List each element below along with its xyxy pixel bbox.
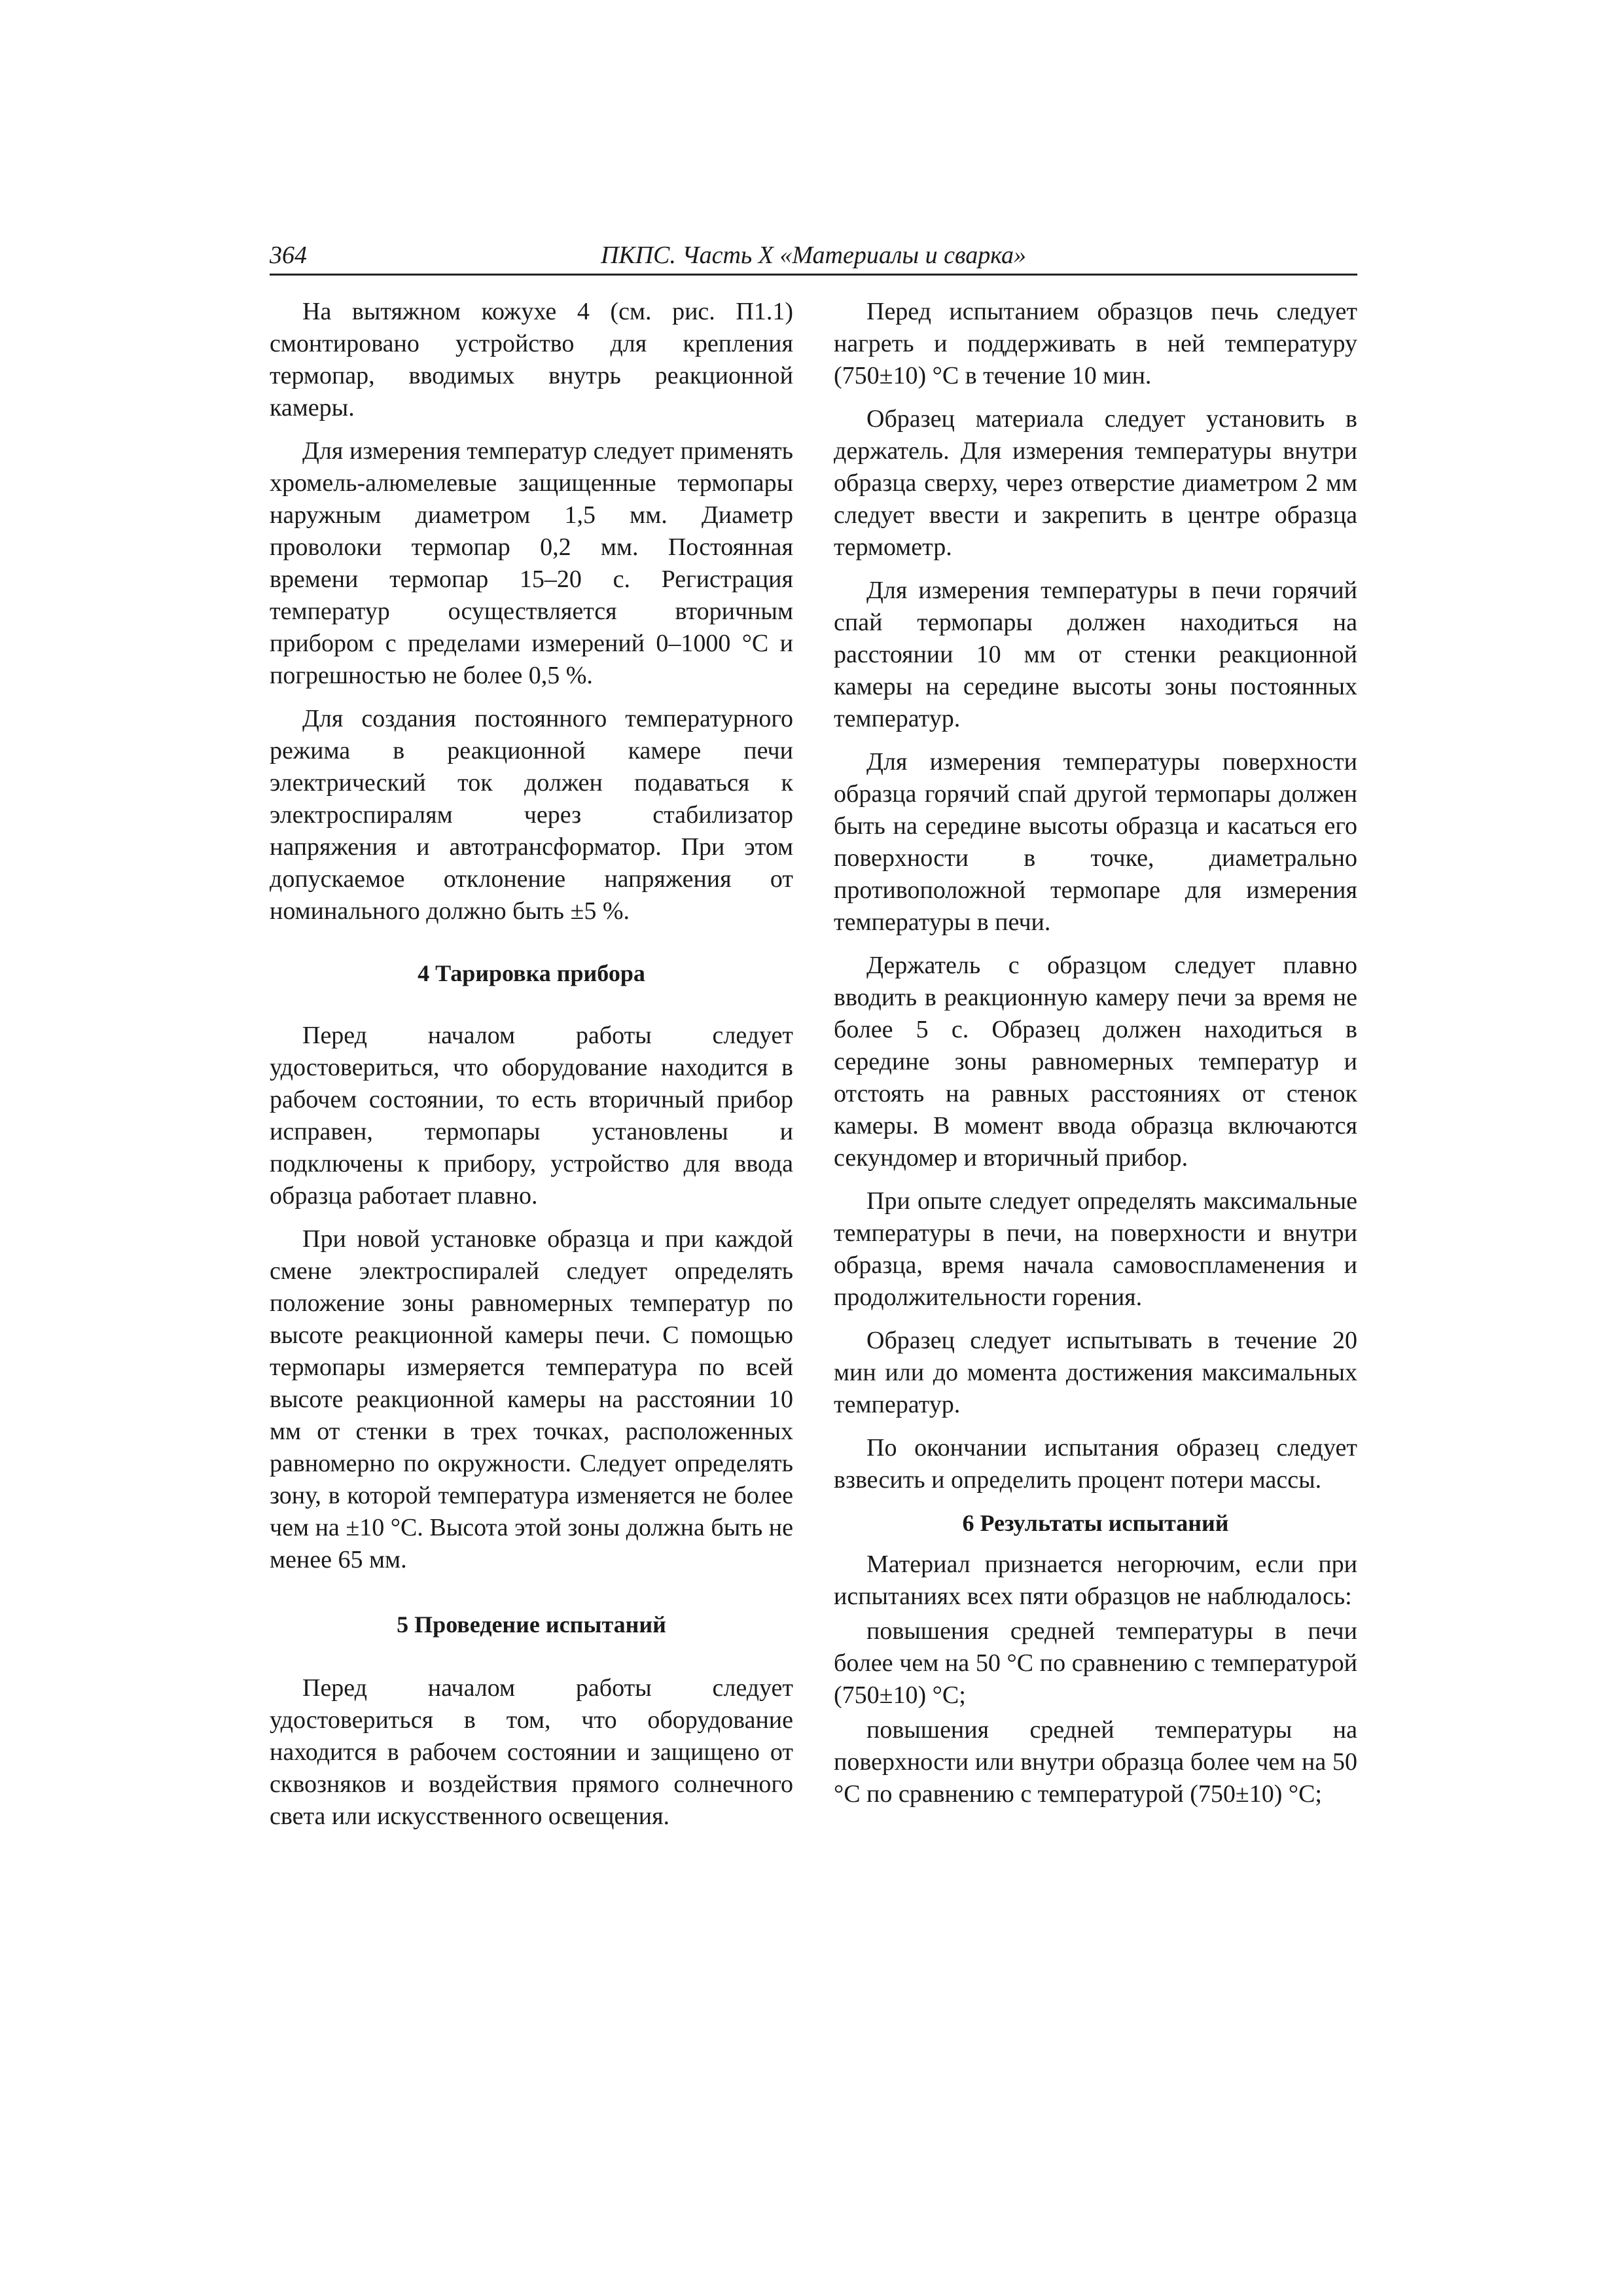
- paragraph: Образец материала следует установить в держатель. Для измерения температуры внутри образца сверху, через отверстие диаметром 2 мм следует ввести и закрепить в центре образца термометр.: [834, 405, 1357, 561]
- paragraph: При опыте следует определять максимальные температуры в печи, на поверхности и внутри образца, время начала самовоспламенения и продолжительности горения.: [834, 1187, 1357, 1311]
- paragraph: На вытяжном кожухе 4 (см. рис. П1.1) смонтировано устройство для крепления термопар, вводимых внутрь реакционной камеры.: [270, 298, 793, 422]
- page-number: 364: [270, 242, 307, 269]
- section-heading-4: 4 Тарировка прибора: [418, 960, 645, 986]
- right-column: [834, 296, 1357, 1813]
- running-title: ПКПС. Часть X «Материалы и сварка»: [600, 242, 1027, 269]
- page-header: [270, 240, 1357, 276]
- paragraph: Для создания постоянного температурного режима в реакционной камере печи электрический ток должен подаваться к электроспиралям через стабилизатор напряжения и автотрансформатор. При этом допускаемое отклонение напряжения от номинального должно быть ±5 %.: [270, 705, 793, 925]
- list-item: повышения средней температуры на поверхности или внутри образца более чем на 50 °С по сравнению с температурой (750±10) °С;: [834, 1716, 1357, 1808]
- paragraph: По окончании испытания образец следует взвесить и определить процент потери массы.: [834, 1434, 1357, 1494]
- paragraph: Держатель с образцом следует плавно вводить в реакционную камеру печи за время не более 5 с. Образец должен находиться в середине зоны равномерных температур и отстоять на равных расстояниях от стенок камеры. В момент ввода образца включаются секундомер и вторичный прибор.: [834, 952, 1357, 1172]
- left-column: [270, 296, 793, 1844]
- section-heading-5: 5 Проведение испытаний: [397, 1611, 666, 1638]
- paragraph: Образец следует испытывать в течение 20 мин или до момента достижения максимальных температур.: [834, 1327, 1357, 1418]
- paragraph: Для измерения температуры в печи горячий спай термопары должен находиться на расстоянии 10 мм от стенки реакционной камеры на середине высоты зоны постоянных температур.: [834, 577, 1357, 732]
- paragraph: Материал признается негорючим, если при испытаниях всех пяти образцов не наблюдалось:: [834, 1551, 1357, 1610]
- paragraph: Перед началом работы следует удостовериться, что оборудование находится в рабочем состоянии, то есть вторичный прибор исправен, термопары установлены и подключены к прибору, устройство для ввода образца работает плавно.: [270, 1022, 793, 1210]
- section-heading-6: 6 Результаты испытаний: [962, 1510, 1229, 1536]
- paragraph: Перед началом работы следует удостовериться в том, что оборудование находится в рабочем состоянии и защищено от сквозняков и воздействия прямого солнечного света или искусственного освещения.: [270, 1674, 793, 1830]
- paragraph: Для измерения температур следует применять хромель-алюмелевые защищенные термопары наружным диаметром 1,5 мм. Диаметр проволоки термопар 0,2 мм. Постоянная времени термопар 15–20 с. Регистрация температур осуществляется вторичным прибором с пределами измерений 0–1000 °С и погрешностью не более 0,5 %.: [270, 437, 793, 689]
- paragraph: Перед испытанием образцов печь следует нагреть и поддерживать в ней температуру (750±10) °С в течение 10 мин.: [834, 298, 1357, 389]
- paragraph: Для измерения температуры поверхности образца горячий спай другой термопары должен быть на середине высоты образца и касаться его поверхности в точке, диаметрально противоположной термопаре для измерения температуры в печи.: [834, 748, 1357, 936]
- list-item: повышения средней температуры в печи более чем на 50 °С по сравнению с температурой (750±10) °С;: [834, 1617, 1357, 1709]
- paragraph: При новой установке образца и при каждой смене электроспиралей следует определять положение зоны равномерных температур по высоте реакционной камеры печи. С помощью термопары измеряется температура по всей высоте реакционной камеры на расстоянии 10 мм от стенки в трех точках, расположенных равномерно по окружности. Следует определять зону, в которой температура изменяется не более чем на ±10 °С. Высота этой зоны должна быть не менее 65 мм.: [270, 1225, 793, 1573]
